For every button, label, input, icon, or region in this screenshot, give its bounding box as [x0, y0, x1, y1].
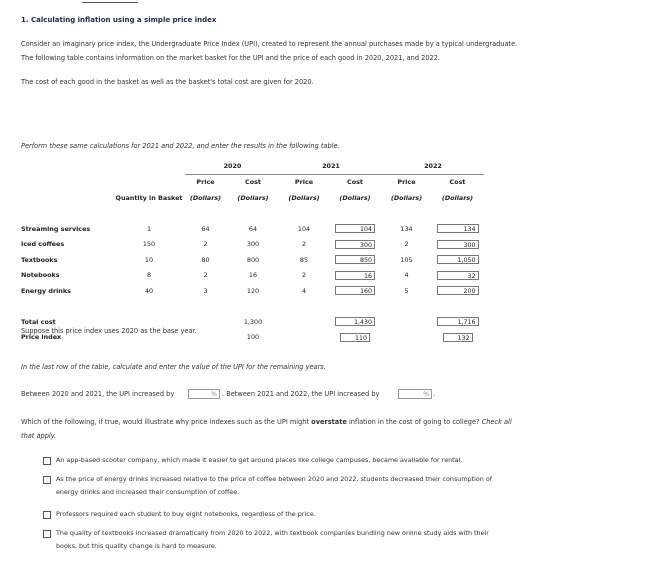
quantity-header: Quantity in Basket [115, 193, 183, 202]
unit-label: (Dollars) [339, 193, 371, 202]
option-4-label: The quality of textbooks increased dramatically from 2020 to 2022, with textbook companies bundling new online study aids with their books, but this quality change is hard to measure. [56, 529, 489, 550]
option-1-label: An app-based scooter company, which made it easier to get around places like college campuses, became available for rental. [56, 456, 463, 464]
option-2-checkbox[interactable] [43, 476, 51, 484]
quantity-cell: 40 [144, 286, 154, 295]
year-2022-header: 2022 [382, 158, 484, 174]
unit-label: (Dollars) [441, 193, 474, 202]
table-instruction: Perform these same calculations for 2021 and 2022, and enter the results in the following table. [21, 142, 340, 150]
table-row [21, 283, 484, 299]
price-2020-cell: 2 [203, 271, 208, 280]
price-2022-cell: 105 [400, 255, 413, 264]
price-2022-cell: 4 [404, 271, 409, 280]
price-2020-cell: 3 [203, 286, 208, 295]
cost-2021-input[interactable]: 104 [335, 224, 375, 233]
price-2021-cell: 4 [301, 286, 307, 295]
price-2020-cell: 80 [201, 255, 210, 264]
question-text: Which of the following, if true, would illustrate why price indexes such as the UPI might [21, 418, 312, 426]
overstate-question [21, 416, 561, 429]
price-2021-cell: 85 [299, 255, 309, 264]
top-rule [82, 0, 138, 3]
quantity-cell: 10 [144, 255, 154, 264]
table-row [21, 268, 484, 284]
unit-label: (Dollars) [237, 193, 269, 202]
price-index-2022-input[interactable]: 132 [443, 333, 473, 342]
cost-2022-input[interactable]: 200 [437, 286, 479, 295]
price-2020-cell: 2 [203, 240, 208, 249]
price-2021-cell: 2 [301, 271, 307, 280]
cost-2021-input[interactable]: 850 [335, 255, 375, 264]
percent-sign: % [211, 391, 217, 398]
total-cost-2021-input[interactable]: 1,430 [335, 317, 375, 326]
option-2-label: As the price of energy drinks increased relative to the price of coffee between 2020 and 2022, students decreased their consumption of energy drinks and increased their consumption of coffee. [56, 475, 493, 496]
price-header: Price [397, 178, 416, 187]
cost-2020-cell: 300 [246, 240, 260, 249]
price-index-label: Price index [21, 333, 62, 342]
upi-increase-2022-input[interactable] [398, 389, 432, 399]
cost-2021-input[interactable]: 160 [335, 286, 375, 295]
option-4-checkbox[interactable] [43, 530, 51, 538]
check-all-hint-continued: that apply. [21, 432, 57, 440]
price-index-2020: 100 [246, 333, 260, 342]
upi-increase-2021-input[interactable] [188, 389, 220, 399]
table-row [21, 252, 484, 268]
upi-sentence-part1: Between 2020 and 2021, the UPI increased by [21, 390, 175, 398]
total-cost-2022-input[interactable]: 1,716 [437, 317, 479, 326]
cost-2020-cell: 16 [248, 271, 258, 280]
option-1-checkbox[interactable] [43, 457, 51, 465]
price-2022-cell: 134 [400, 224, 413, 233]
question-title: 1. Calculating inflation using a simple price index [21, 16, 217, 24]
intro-line-1: Consider an imaginary price index, the Undergraduate Price Index (UPI), created to represent the annual purchases made by a typical undergraduate. [21, 40, 518, 48]
percent-sign: % [423, 391, 429, 398]
cost-header: Cost [347, 178, 363, 187]
cost-2020-cell: 120 [246, 286, 260, 295]
question-text: inflation in the cost of going to college? [346, 418, 482, 426]
row-label: Energy drinks [21, 286, 71, 295]
option-3-checkbox[interactable] [43, 511, 51, 519]
row-label: Textbooks [21, 255, 58, 264]
price-2022-cell: 2 [404, 240, 409, 249]
quantity-cell: 1 [146, 224, 152, 233]
unit-label: (Dollars) [390, 193, 423, 202]
price-2022-cell: 5 [404, 286, 409, 295]
unit-label: (Dollars) [189, 193, 222, 202]
table-row [21, 221, 484, 237]
quantity-cell: 8 [146, 271, 152, 280]
total-cost-2020: 1,300 [243, 317, 263, 326]
quantity-cell: 150 [142, 240, 156, 249]
price-2021-cell: 2 [301, 240, 307, 249]
check-all-hint: Check all [481, 418, 512, 426]
cost-2020-cell: 64 [248, 224, 258, 233]
row-label: Iced coffees [21, 240, 65, 249]
cost-2022-input[interactable]: 134 [437, 224, 479, 233]
base-year-note: Suppose this price index uses 2020 as the base year. [21, 327, 197, 335]
cost-header: Cost [245, 178, 261, 187]
intro-line-2: The following table contains information on the market basket for the UPI and the price of each good in 2020, 2021, and 2022. [21, 54, 441, 62]
row-label: Streaming services [21, 224, 91, 233]
price-2021-cell: 104 [297, 224, 311, 233]
cost-2022-input[interactable]: 32 [437, 271, 479, 280]
cost-2022-input[interactable]: 300 [437, 240, 479, 249]
price-index-2021-input[interactable]: 110 [340, 333, 370, 342]
option-3-label: Professors required each student to buy eight notebooks, regardless of the price. [56, 510, 316, 518]
table-row [21, 237, 484, 253]
price-header: Price [196, 178, 215, 187]
emphasis-overstate: overstate [311, 418, 347, 426]
upi-sentence-part3: . [433, 390, 436, 398]
last-row-instruction: In the last row of the table, calculate and enter the value of the UPI for the remaining years. [21, 363, 326, 371]
price-2020-cell: 64 [201, 224, 210, 233]
cost-2020-cell: 800 [246, 255, 260, 264]
cost-2021-input[interactable]: 300 [335, 240, 375, 249]
cost-2022-input[interactable]: 1,050 [437, 255, 479, 264]
year-2021-header: 2021 [280, 158, 382, 174]
cost-2021-input[interactable]: 16 [335, 271, 375, 280]
row-label: Notebooks [21, 271, 60, 280]
intro-line-3: The cost of each good in the basket as well as the basket's total cost are given for 2020. [21, 78, 314, 86]
total-cost-label: Total cost [21, 317, 56, 326]
price-table [21, 158, 484, 345]
upi-sentence-part2: . Between 2021 and 2022, the UPI increased by [222, 390, 380, 398]
year-2020-header: 2020 [185, 158, 280, 174]
price-header: Price [294, 178, 314, 187]
unit-label: (Dollars) [288, 193, 320, 202]
cost-header: Cost [449, 178, 466, 187]
